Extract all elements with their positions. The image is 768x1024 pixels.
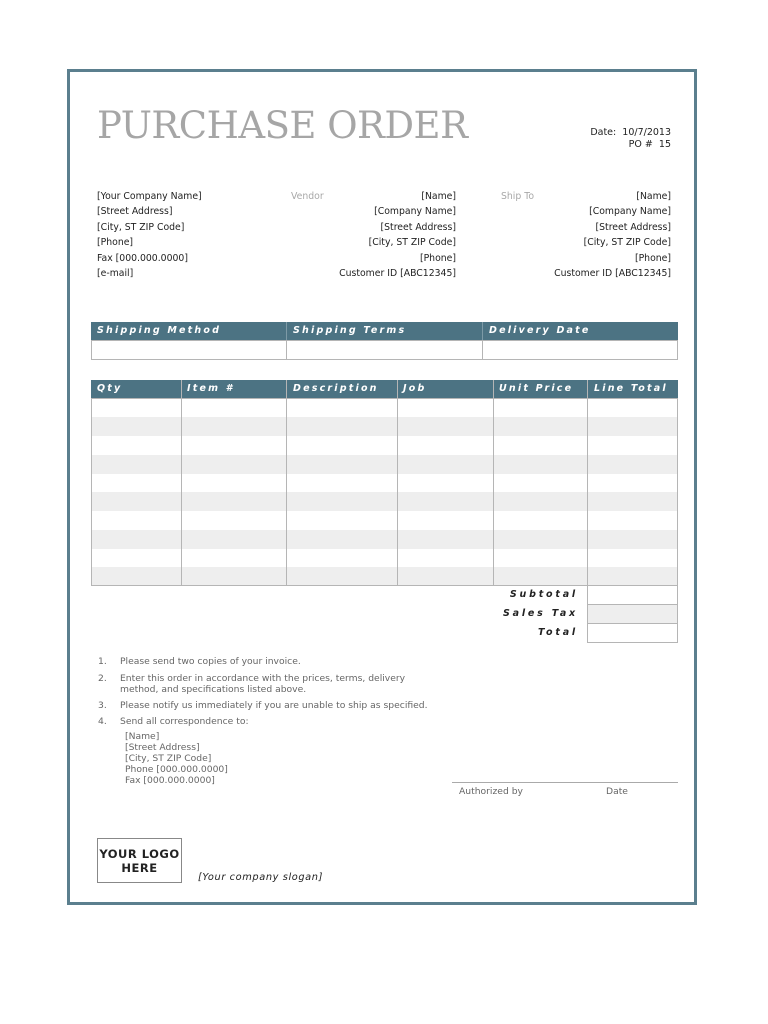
shipping-method-header: Shipping Method — [97, 325, 222, 336]
delivery-date-field[interactable] — [482, 340, 678, 360]
correspondence-street: [Street Address] — [125, 742, 200, 753]
logo-placeholder — [97, 838, 182, 883]
ship-to-company: [Company Name] — [589, 206, 671, 218]
column-divider — [286, 380, 287, 586]
vendor-company: [Company Name] — [374, 206, 456, 218]
subtotal-field[interactable] — [587, 585, 678, 605]
ship-to-phone: [Phone] — [634, 252, 671, 264]
ship-to-label: Ship To — [501, 191, 535, 202]
total-field[interactable] — [587, 623, 678, 643]
authorized-date-label: Date — [606, 786, 628, 797]
shipping-terms-field[interactable] — [286, 340, 483, 360]
vendor-name: [Name] — [421, 191, 456, 202]
ship-to-block — [554, 189, 671, 281]
header-divider — [482, 322, 483, 340]
qty-header: Qty — [97, 383, 123, 394]
company-fax: Fax [000.000.0000] — [97, 252, 188, 264]
description-header: Description — [293, 383, 379, 394]
note-text-continued: method, and specifications listed above. — [120, 684, 307, 695]
note-number: 4. — [98, 716, 107, 727]
column-divider — [397, 380, 398, 586]
vendor-phone: [Phone] — [419, 252, 456, 264]
correspondence-fax: Fax [000.000.0000] — [125, 775, 215, 786]
column-divider — [493, 380, 494, 586]
correspondence-phone: Phone [000.000.0000] — [125, 764, 228, 775]
signature-line — [452, 782, 678, 783]
item-number-header: Item # — [187, 383, 235, 394]
vendor-customer-id: Customer ID [ABC12345] — [339, 267, 456, 279]
note-text: Enter this order in accordance with the prices, terms, delivery — [120, 673, 406, 684]
unit-price-header: Unit Price — [499, 383, 574, 394]
ship-to-city: [City, ST ZIP Code] — [583, 237, 671, 249]
authorized-by-label: Authorized by — [459, 786, 523, 797]
shipping-terms-header: Shipping Terms — [293, 325, 407, 336]
vendor-city: [City, ST ZIP Code] — [368, 237, 456, 249]
sales-tax-field[interactable] — [587, 604, 678, 624]
sales-tax-label: Sales Tax — [502, 608, 578, 619]
job-header: Job — [403, 383, 427, 394]
company-street: [Street Address] — [97, 206, 173, 218]
correspondence-city: [City, ST ZIP Code] — [125, 753, 212, 764]
po-label: PO # — [628, 139, 653, 150]
delivery-date-header: Delivery Date — [489, 325, 591, 336]
date-value: 10/7/2013 — [622, 127, 671, 138]
correspondence-name: [Name] — [125, 731, 160, 742]
logo-line-2: HERE — [121, 860, 158, 875]
date-label: Date: — [590, 127, 617, 138]
note-number: 3. — [98, 700, 107, 711]
logo-line-1: YOUR LOGO — [99, 846, 180, 861]
vendor-label: Vendor — [291, 191, 324, 202]
vendor-street: [Street Address] — [380, 221, 456, 233]
date-line — [590, 127, 671, 138]
column-divider — [181, 380, 182, 586]
company-name: [Your Company Name] — [97, 191, 202, 202]
po-line — [629, 139, 671, 150]
company-block — [97, 189, 202, 281]
note-text: Please send two copies of your invoice. — [120, 656, 301, 667]
note-text: Please notify us immediately if you are unable to ship as specified. — [120, 700, 428, 711]
company-phone: [Phone] — [97, 237, 134, 249]
column-divider — [587, 380, 588, 586]
items-table-body[interactable] — [91, 398, 678, 586]
line-total-header: Line Total — [594, 383, 668, 394]
ship-to-name: [Name] — [636, 191, 671, 202]
note-number: 2. — [98, 673, 107, 684]
company-email: [e-mail] — [97, 267, 134, 279]
po-value: 15 — [658, 139, 671, 150]
vendor-block — [339, 189, 456, 281]
note-text: Send all correspondence to: — [120, 716, 249, 727]
company-city: [City, ST ZIP Code] — [97, 221, 185, 233]
page-title: PURCHASE ORDER — [97, 104, 468, 147]
ship-to-street: [Street Address] — [595, 221, 671, 233]
header-divider — [286, 322, 287, 340]
note-number: 1. — [98, 656, 107, 667]
total-label: Total — [538, 627, 578, 638]
company-slogan: [Your company slogan] — [198, 872, 324, 883]
shipping-method-field[interactable] — [91, 340, 287, 360]
ship-to-customer-id: Customer ID [ABC12345] — [554, 267, 671, 279]
subtotal-label: Subtotal — [509, 589, 578, 600]
